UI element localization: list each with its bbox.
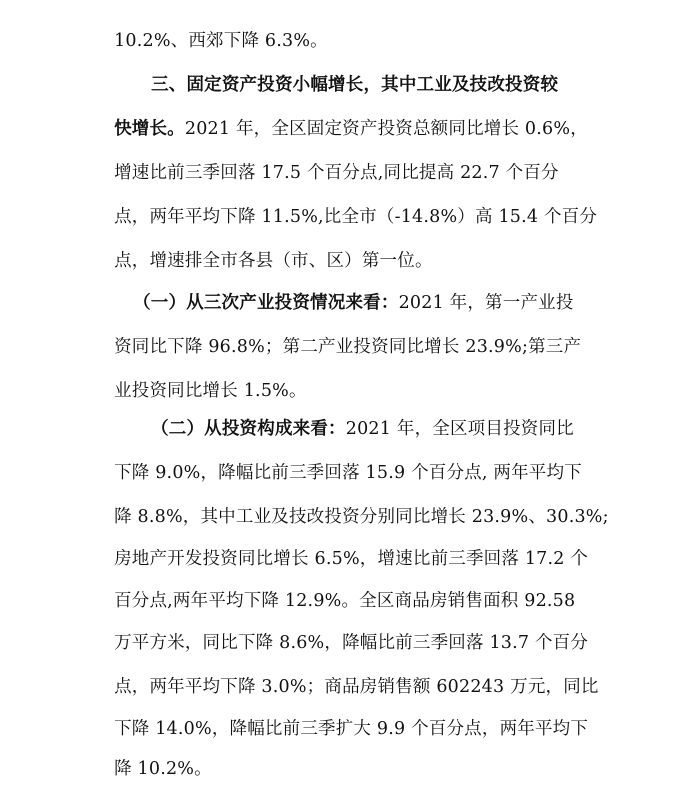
body-text: 业投资同比增长 1.5%。 — [114, 381, 307, 401]
body-text: 2021 年，全区固定资产投资总额同比增长 0.6%， — [184, 119, 588, 139]
body-text: 点，增速排全市各县（市、区）第一位。 — [114, 251, 433, 271]
body-text: 点，两年平均下降 3.0%；商品房销售额 602243 万元，同比 — [114, 677, 599, 697]
paragraph-line — [91, 733, 212, 805]
body-text: 下降 14.0%，降幅比前三季扩大 9.9 个百分点，两年平均下 — [114, 719, 589, 739]
subsection-heading: （一）从三次产业投资情况来看： — [133, 293, 399, 313]
body-text: 10.2%、西郊下降 6.3%。 — [114, 31, 328, 51]
body-text: 百分点,两年平均下降 12.9%。全区商品房销售面积 92.58 — [114, 591, 576, 611]
section-heading: 三、固定资产投资小幅增长，其中工业及技改投资较 — [151, 75, 559, 95]
section-heading-tail: 快增长。 — [114, 119, 185, 139]
body-text: 2021 年，全区项目投资同比 — [345, 419, 574, 439]
body-text: 降 10.2%。 — [114, 759, 212, 779]
body-text: 下降 9.0%，降幅比前三季回落 15.9 个百分点, 两年平均下 — [114, 463, 582, 483]
body-text: 资同比下降 96.8%；第二产业投资同比增长 23.9%;第三产 — [114, 337, 582, 357]
body-text: 增速比前三季回落 17.5 个百分点,同比提高 22.7 个百分 — [114, 163, 559, 183]
body-text: 点，两年平均下降 11.5%,比全市（-14.8%）高 15.4 个百分 — [114, 207, 598, 227]
body-text: 2021 年，第一产业投 — [398, 293, 574, 313]
body-text: 万平方米，同比下降 8.6%，降幅比前三季回落 13.7 个百分 — [114, 633, 589, 653]
body-text: 降 8.8%，其中工业及技改投资分别同比增长 23.9%、30.3%; — [114, 507, 609, 527]
body-text: 房地产开发投资同比增长 6.5%，增速比前三季回落 17.2 个 — [114, 549, 589, 569]
subsection-heading: （二）从投资构成来看： — [151, 419, 346, 439]
